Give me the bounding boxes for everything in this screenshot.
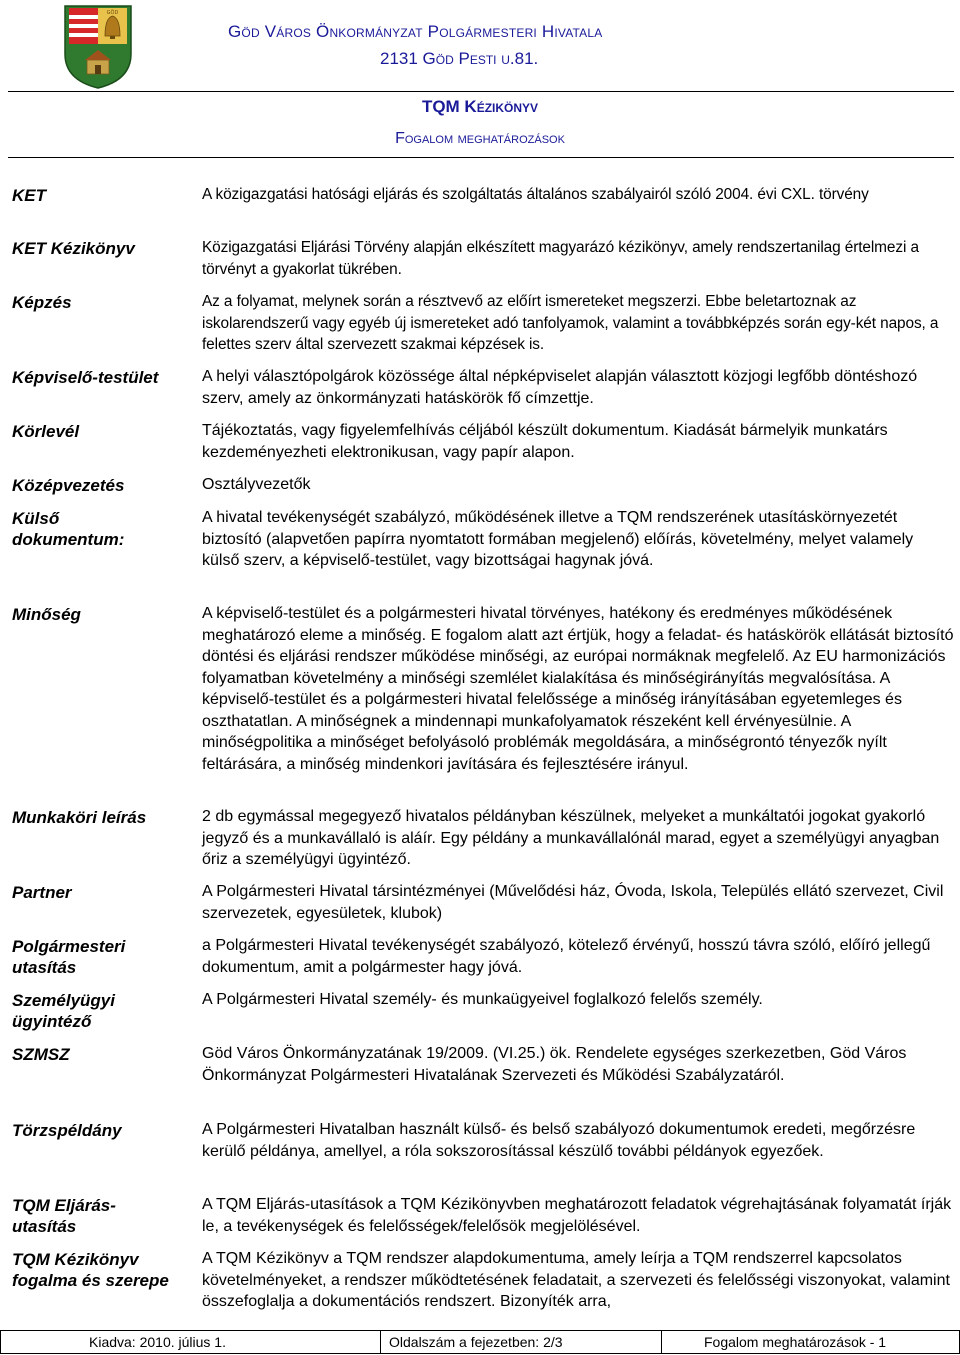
definition-tqm-eljaras-utasitas: A TQM Eljárás-utasítások a TQM Kézikönyvben meghatározott feladatok végrehajtásának folyamatát írják le, a tevékenységek és felelősségek/felelősök megjelölésével.: [202, 1196, 952, 1235]
document-header: [0, 0, 960, 160]
term-tqm-eljaras-utasitas: TQM Eljárás-utasítás: [12, 1196, 116, 1236]
footer-separator: [661, 1331, 662, 1353]
term-kozepvezetes: Középvezetés: [12, 476, 125, 495]
term-tqm-kezikonyv: TQM Kézikönyv fogalma és szerepe: [12, 1250, 169, 1290]
term-polgarmesteri-utasitas: Polgármesteri utasítás: [12, 937, 126, 977]
definition-szmsz: Göd Város Önkormányzatának 19/2009. (VI.25.) ök. Rendelete egységes szerkezetben, Göd Város Önkormányzat Polgármesteri Hivatalának Szervezeti és Működési Szabályzatáról.: [202, 1045, 907, 1084]
office-name: Göd Város Önkormányzat Polgármesteri Hivatala: [228, 22, 603, 41]
definition-korlevel: Tájékoztatás, vagy figyelemfelhívás céljából készült dokumentum. Kiadását bármelyik munkatárs kezdeményezheti elektronikusan, vagy papír alapon.: [202, 422, 888, 461]
definition-munkakori-leiras: 2 db egymással megegyező hivatalos példányban készülnek, melyeket a munkáltatói jogokat gyakorló jegyző és a munkavállaló is aláír. Egy példány a munkavállalónál marad, egyet a személyügyi anyagban őriz a személyügyi ügyintéző.: [202, 808, 940, 868]
crest-lettering: GÖD: [106, 10, 119, 16]
document-subtitle: Fogalom meghatározások: [395, 130, 565, 147]
footer-page-number: Oldalszám a fejezetben: 2/3: [389, 1334, 563, 1350]
office-address: 2131 Göd Pesti u.81.: [380, 49, 539, 68]
term-minoseg: Minőség: [12, 605, 81, 624]
definition-ket: A közigazgatási hatósági eljárás és szolgáltatás általános szabályairól szóló 2004. évi CXL. törvény: [202, 186, 869, 203]
city-crest-icon: [63, 2, 133, 90]
definition-ket-kezikonyv: Közigazgatási Eljárási Törvény alapján elkészített magyarázó kézikönyv, amely rendszertanilag értelmezi a törvényt a gyakorlat tükrében.: [202, 239, 919, 278]
definition-szemelyugyi-ugyintezo: A Polgármesteri Hivatal személy- és munkaügyeivel foglalkozó felelős személy.: [202, 991, 763, 1008]
term-kepzes: Képzés: [12, 293, 72, 312]
definition-minoseg: A képviselő-testület és a polgármesteri hivatal törvényes, hatékony és eredményes működésének meghatározó eleme a minőség. E fogalom alatt azt értjük, hogy a feladat- és hatáskörök ellátását biztosító döntési és eljárási rendszer működése minőségi, az európai normáknak megfelelő. Az EU harmonizációs folyamatban követelmény a minőségi szemlélet kialakítása és minőségirányítás megvalósítása. A képviselő-testület és a polgármesteri hivatal felelőssége a minőség irányításában egyetemleges és oszthatatlan. A minőségnek a mindennapi munkafolyamatok részeként kell érvényesülnie. A minőségpolitika a minőséget befolyásoló problémák megoldására, a minőségrontó tényezők nyílt feltárására, a minőség mindenkori javítására és fejlesztésére irányul.: [202, 605, 954, 773]
term-szmsz: SZMSZ: [12, 1045, 70, 1064]
footer-section-name: Fogalom meghatározások - 1: [704, 1334, 887, 1350]
definition-kepzes: Az a folyamat, melynek során a résztvevő az előírt ismereteket megszerzi. Ebbe beletartoznak az iskolarendszerű vagy egyéb új ismereteket adó tanfolyamok, valamint a továbbképzés során egy-két napos, a felettes szerv által szervezett szakmai képzések is.: [202, 293, 939, 353]
term-szemelyugyi-ugyintezo: Személyügyi ügyintéző: [12, 991, 115, 1031]
term-ket-kezikonyv: KET Kézikönyv: [12, 239, 135, 258]
definition-kozepvezetes: Osztályvezetők: [202, 476, 311, 493]
definition-kepviselo-testulet: A helyi választópolgárok közössége által népképviselet alapján választott közjogi legfőbb döntéshozó szerv, amely az önkormányzati hatáskörök fő címzettje.: [202, 368, 918, 407]
page-footer: [0, 1330, 960, 1354]
definition-kulso-dokumentum: A hivatal tevékenységét szabályzó, működésének illetve a TQM rendszerének utasításkörnyezetét biztosító (alapvetően papírra nyomtatott formában megjelenő) előírás, követelmény, melyet valamely külső szerv, a képviselő-testület, vagy bizottságai hagynak jóvá.: [202, 509, 914, 569]
definition-partner: A Polgármesteri Hivatal társintézményei (Művelődési ház, Óvoda, Iskola, Település ellátó szervezet, Civil szervezetek, egyesületek, klubok): [202, 883, 944, 922]
definition-polgarmesteri-utasitas: a Polgármesteri Hivatal tevékenységét szabályozó, kötelező érvényű, hosszú távra szóló, előíró jellegű dokumentum, amit a polgármester hagy jóvá.: [202, 937, 931, 976]
term-kulso-dokumentum: Külső dokumentum:: [12, 509, 125, 549]
definition-torzspeldany: A Polgármesteri Hivatalban használt külső- és belső szabályozó dokumentumok eredeti, megőrzésre kerülő példánya, amellyel, a róla sokszorosítással készülő további példányok egyezőek.: [202, 1121, 916, 1160]
term-ket: KET: [12, 186, 46, 205]
term-munkakori-leiras: Munkaköri leírás: [12, 808, 147, 827]
footer-issued-date: Kiadva: 2010. július 1.: [89, 1334, 226, 1350]
footer-separator: [380, 1331, 381, 1353]
title-divider: [8, 157, 954, 158]
term-kepviselo-testulet: Képviselő-testület: [12, 368, 159, 387]
term-partner: Partner: [12, 883, 72, 902]
document-title: TQM Kézikönyv: [421, 97, 539, 116]
term-torzspeldany: Törzspéldány: [12, 1121, 122, 1140]
term-korlevel: Körlevél: [12, 422, 80, 441]
definition-tqm-kezikonyv: A TQM Kézikönyv a TQM rendszer alapdokumentuma, amely leírja a TQM rendszerrel kapcsolatos követelményeket, a rendszer működtetésének feladatait, a szervezeti és felelősségi viszonyokat, valamint összefoglalja a dokumentációs rendszert. Bizonyíték arra,: [202, 1250, 950, 1310]
header-divider: [8, 91, 954, 92]
